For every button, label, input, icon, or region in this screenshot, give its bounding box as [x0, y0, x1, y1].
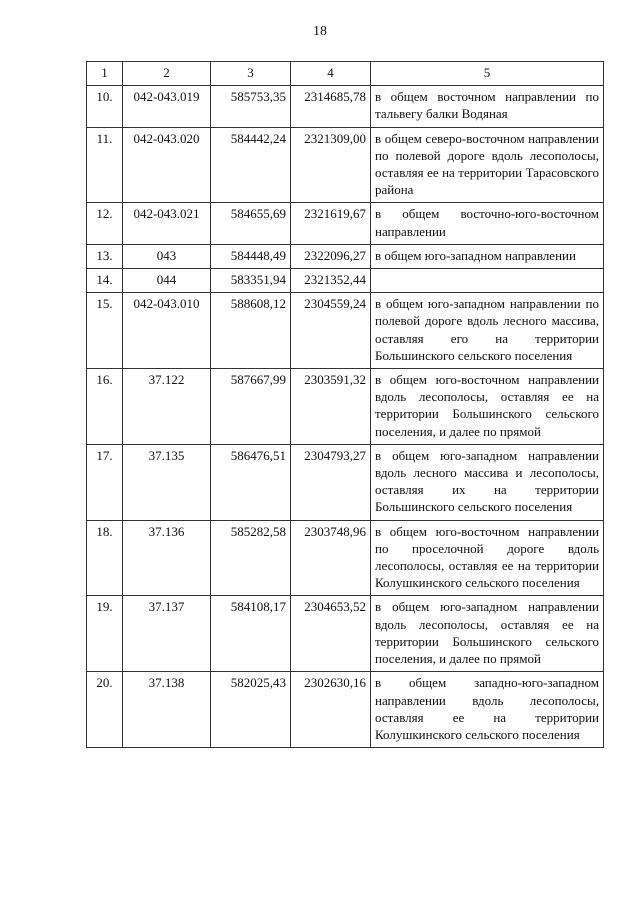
point-id-cell: 042-043.019 [123, 86, 211, 127]
coordinate-y-cell: 2304653,52 [291, 596, 371, 672]
coordinate-x-cell: 585282,58 [211, 520, 291, 596]
point-id-cell: 37.135 [123, 444, 211, 520]
direction-description-cell: в общем юго-западном направлении [371, 244, 604, 268]
point-id-cell: 37.137 [123, 596, 211, 672]
row-number-cell: 15. [87, 293, 123, 369]
coordinate-x-cell: 584442,24 [211, 127, 291, 203]
row-number-cell: 14. [87, 269, 123, 293]
coordinate-x-cell: 587667,99 [211, 369, 291, 445]
point-id-cell: 37.136 [123, 520, 211, 596]
direction-description-cell: в общем восточно-юго-восточном направлении [371, 203, 604, 244]
row-number-cell: 19. [87, 596, 123, 672]
table-row [87, 520, 604, 596]
page-number: 18 [313, 24, 327, 39]
direction-description-cell: в общем юго-западном направлении вдоль лесополосы, оставляя ее на территории Большинского сельского поселения, и далее по прямой [371, 596, 604, 672]
row-number-cell: 17. [87, 444, 123, 520]
coordinate-x-cell: 584108,17 [211, 596, 291, 672]
table-row [87, 596, 604, 672]
coordinate-y-cell: 2304793,27 [291, 444, 371, 520]
table-row [87, 444, 604, 520]
coordinate-x-cell: 583351,94 [211, 269, 291, 293]
column-header-number: 1 [87, 62, 123, 86]
table-row [87, 127, 604, 203]
coordinate-x-cell: 585753,35 [211, 86, 291, 127]
coordinate-y-cell: 2321619,67 [291, 203, 371, 244]
table-header-row [87, 62, 604, 86]
point-id-cell: 044 [123, 269, 211, 293]
direction-description-cell: в общем западно-юго-западном направлении вдоль лесополосы, оставляя ее на территории Колушкинского сельского поселения [371, 672, 604, 748]
direction-description-cell: в общем юго-западном направлении вдоль лесного массива и лесополосы, оставляя их на территории Большинского сельского поселения [371, 444, 604, 520]
point-id-cell: 37.138 [123, 672, 211, 748]
boundary-table [86, 61, 604, 748]
coordinate-x-cell: 582025,43 [211, 672, 291, 748]
coordinate-y-cell: 2322096,27 [291, 244, 371, 268]
table-row [87, 203, 604, 244]
row-number-cell: 12. [87, 203, 123, 244]
column-header-description: 5 [371, 62, 604, 86]
table-row [87, 369, 604, 445]
table-row [87, 86, 604, 127]
coordinate-x-cell: 584448,49 [211, 244, 291, 268]
direction-description-cell: в общем юго-восточном направлении вдоль лесополосы, оставляя ее на территории Большинского сельского поселения, и далее по прямой [371, 369, 604, 445]
row-number-cell: 10. [87, 86, 123, 127]
table-row [87, 244, 604, 268]
coordinate-y-cell: 2304559,24 [291, 293, 371, 369]
direction-description-cell: в общем северо-восточном направлении по полевой дороге вдоль лесополосы, оставляя ее на территории Тарасовского района [371, 127, 604, 203]
table-row [87, 269, 604, 293]
row-number-cell: 16. [87, 369, 123, 445]
column-header-point: 2 [123, 62, 211, 86]
point-id-cell: 043 [123, 244, 211, 268]
coordinate-x-cell: 584655,69 [211, 203, 291, 244]
direction-description-cell: в общем восточном направлении по тальвегу балки Водяная [371, 86, 604, 127]
column-header-x: 3 [211, 62, 291, 86]
coordinate-y-cell: 2303591,32 [291, 369, 371, 445]
row-number-cell: 18. [87, 520, 123, 596]
table-row [87, 672, 604, 748]
coordinate-y-cell: 2321309,00 [291, 127, 371, 203]
row-number-cell: 11. [87, 127, 123, 203]
point-id-cell: 042-043.021 [123, 203, 211, 244]
row-number-cell: 13. [87, 244, 123, 268]
column-header-y: 4 [291, 62, 371, 86]
coordinate-x-cell: 586476,51 [211, 444, 291, 520]
coordinate-x-cell: 588608,12 [211, 293, 291, 369]
point-id-cell: 042-043.020 [123, 127, 211, 203]
coordinate-y-cell: 2314685,78 [291, 86, 371, 127]
coordinate-y-cell: 2302630,16 [291, 672, 371, 748]
direction-description-cell [371, 269, 604, 293]
direction-description-cell: в общем юго-западном направлении по полевой дороге вдоль лесного массива, оставляя его на территории Большинского сельского поселения [371, 293, 604, 369]
direction-description-cell: в общем юго-восточном направлении по проселочной дороге вдоль лесополосы, оставляя ее на территории Колушкинского сельского поселения [371, 520, 604, 596]
coordinate-y-cell: 2303748,96 [291, 520, 371, 596]
point-id-cell: 37.122 [123, 369, 211, 445]
point-id-cell: 042-043.010 [123, 293, 211, 369]
coordinate-y-cell: 2321352,44 [291, 269, 371, 293]
row-number-cell: 20. [87, 672, 123, 748]
table-row [87, 293, 604, 369]
